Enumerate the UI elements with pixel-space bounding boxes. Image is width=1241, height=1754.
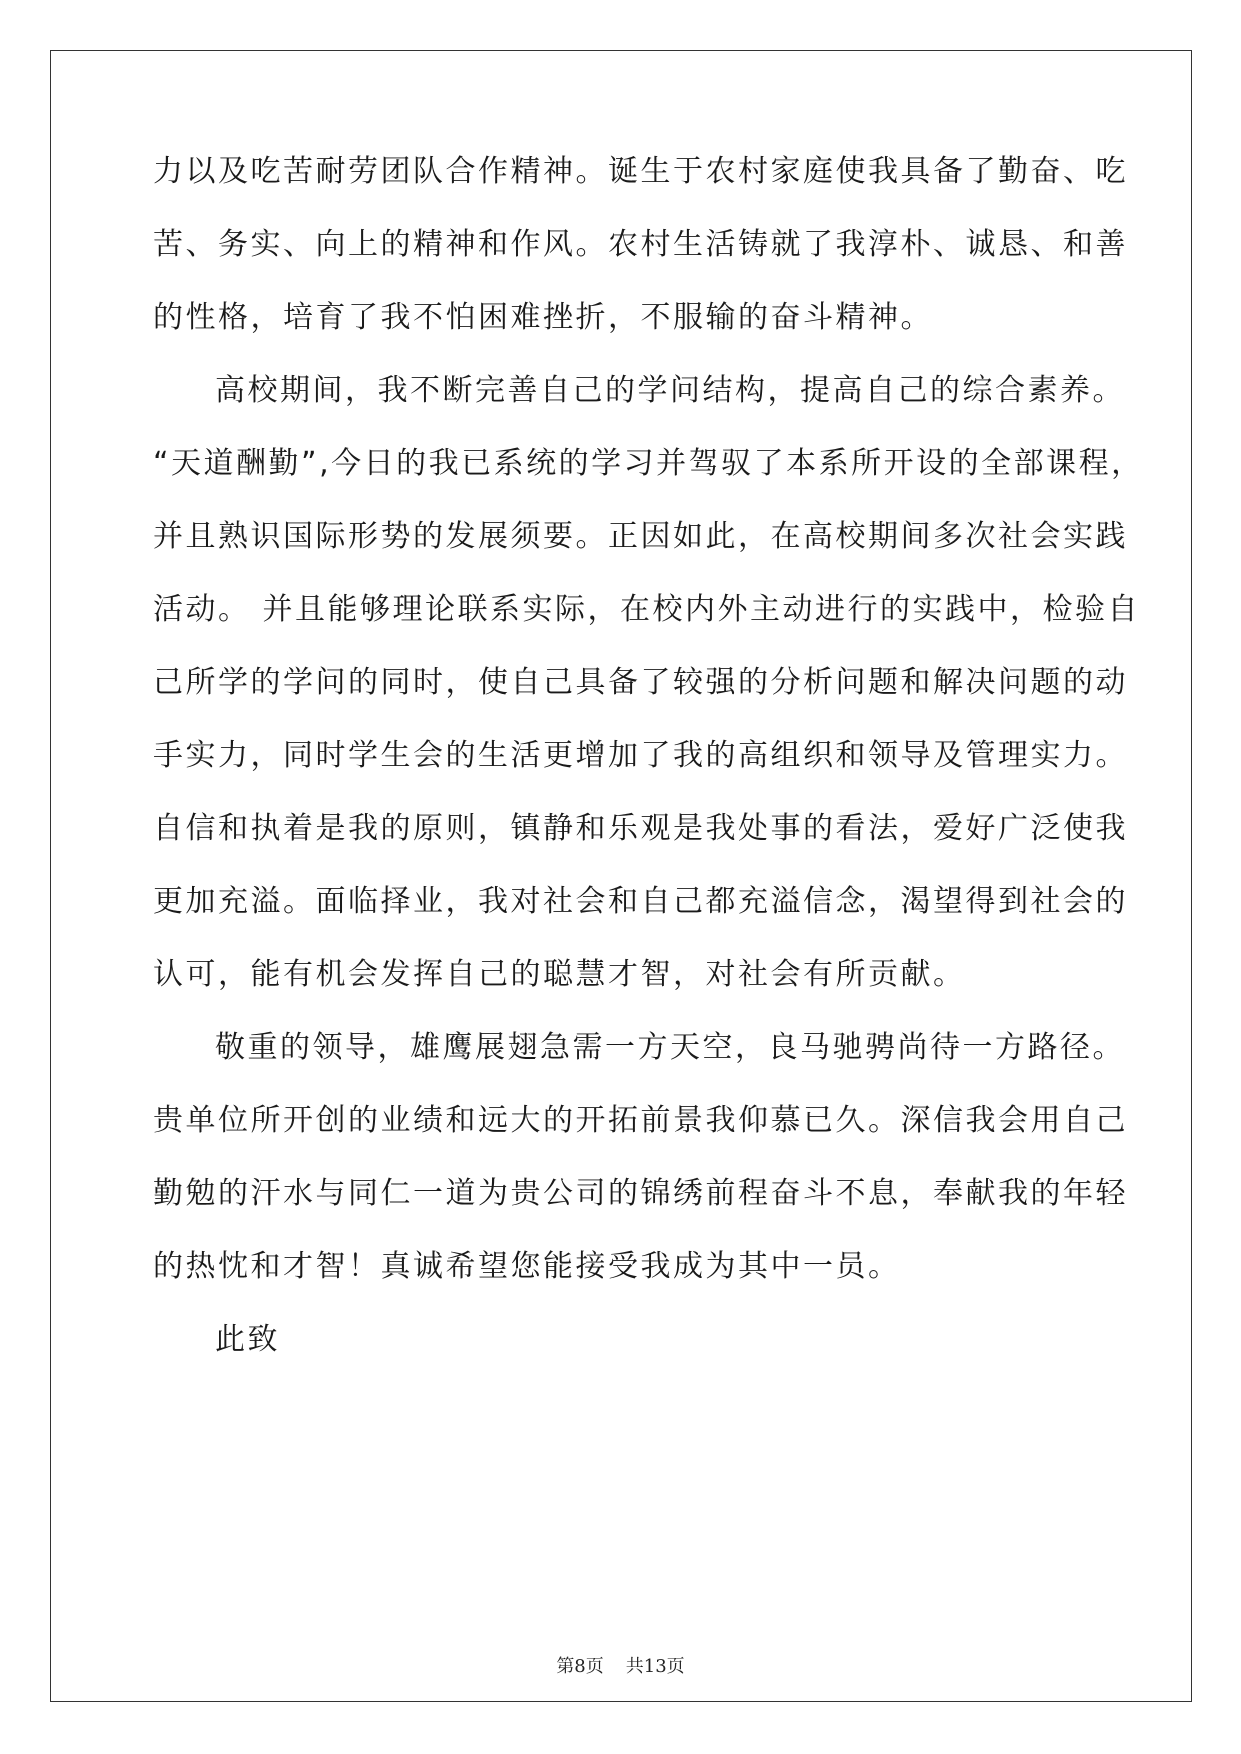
text-line: 的性格，培育了我不怕困难挫折，不服输的奋斗精神。	[153, 300, 933, 335]
page-number: 第8页	[556, 1656, 604, 1677]
text-line: 手实力，同时学生会的生活更增加了我的高组织和领导及管理实力。	[153, 738, 1128, 773]
text-line: 自信和执着是我的原则，镇静和乐观是我处事的看法，爱好广泛使我	[153, 811, 1128, 846]
page-frame	[50, 50, 1192, 1702]
text-line: 并且熟识国际形势的发展须要。正因如此，在高校期间多次社会实践	[153, 519, 1128, 554]
page-total: 共13页	[625, 1656, 685, 1677]
text-line: 苦、务实、向上的精神和作风。农村生活铸就了我淳朴、诚恳、和善	[153, 227, 1128, 262]
page-footer	[0, 1655, 1241, 1679]
text-line: 贵单位所开创的业绩和远大的开拓前景我仰慕已久。深信我会用自己	[153, 1103, 1128, 1138]
text-line: “天道酬勤”,今日的我已系统的学习并驾驭了本系所开设的全部课程，	[153, 446, 1144, 481]
text-line: 力以及吃苦耐劳团队合作精神。诞生于农村家庭使我具备了勤奋、吃	[153, 154, 1128, 189]
text-line: 勤勉的汗水与同仁一道为贵公司的锦绣前程奋斗不息，奉献我的年轻	[153, 1176, 1128, 1211]
text-line: 己所学的学问的同时，使自己具备了较强的分析问题和解决问题的动	[153, 665, 1128, 700]
text-line: 认可，能有机会发挥自己的聪慧才智，对社会有所贡献。	[153, 957, 966, 992]
text-line: 活动。 并且能够理论联系实际，在校内外主动进行的实践中，检验自	[153, 592, 1141, 627]
text-line: 的热忱和才智！真诚希望您能接受我成为其中一员。	[153, 1249, 901, 1284]
closing-salutation: 此致	[215, 1322, 280, 1357]
text-line: 敬重的领导，雄鹰展翅急需一方天空，良马驰骋尚待一方路径。	[215, 1030, 1125, 1065]
text-line: 更加充溢。面临择业，我对社会和自己都充溢信念，渴望得到社会的	[153, 884, 1128, 919]
text-line: 高校期间，我不断完善自己的学问结构，提高自己的综合素养。	[215, 373, 1125, 408]
